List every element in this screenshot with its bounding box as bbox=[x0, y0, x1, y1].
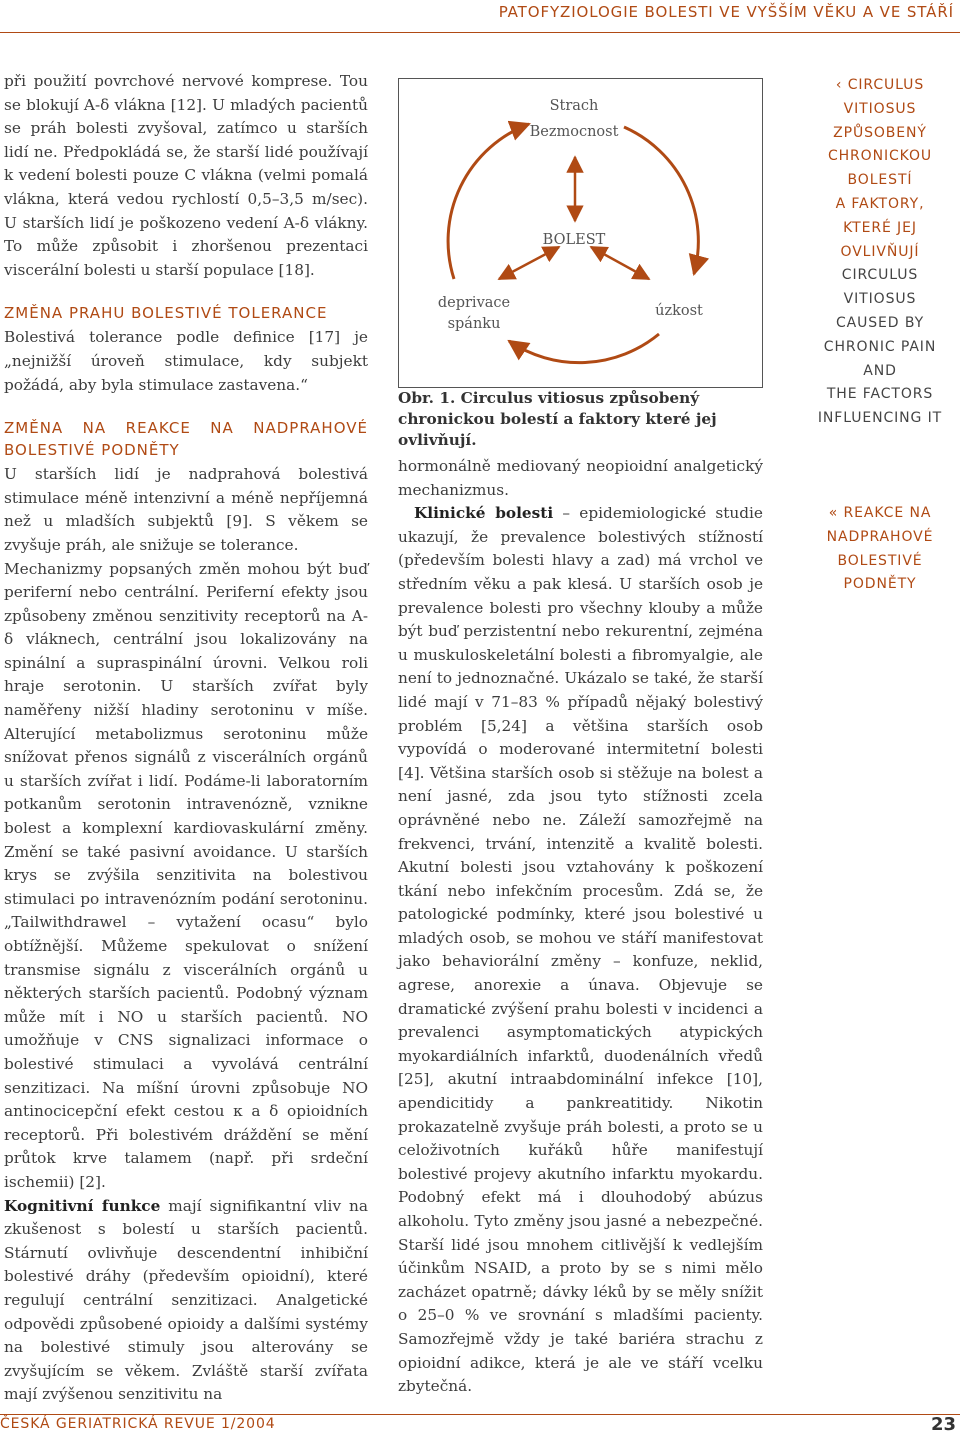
paragraph: Bolestivá tolerance podle definice [17] je „nejnižší úroveň stimulace, kdy subjekt požádá, aby byla stimulace zastavena.“ bbox=[4, 328, 368, 394]
bold-term: Kognitivní funkce bbox=[4, 1196, 161, 1215]
sidenote-line: « REAKCE NA bbox=[828, 505, 932, 521]
page-header bbox=[0, 0, 960, 40]
sidenote-line: VITIOSUS bbox=[843, 100, 917, 117]
cycle-arc-bottom bbox=[509, 334, 659, 363]
sidenote-line-en: CAUSED BY bbox=[835, 314, 925, 331]
paragraph: hormonálně mediovaný neopioidní analgetický mechanizmus. bbox=[398, 457, 763, 499]
paragraph: U starších lidí je nadprahová bolestivá stimulace méně intenzivní a méně nepříjemná než u mladších subjektů [9]. S věkem se zvyšuje práh, ale snižuje se tolerance. bbox=[4, 465, 368, 554]
column-middle bbox=[398, 455, 763, 1399]
label-bolest: BOLEST bbox=[542, 232, 606, 248]
paragraph: Mechanizmy popsaných změn mohou být buď periferní nebo centrální. Periferní efekty jsou způsobeny změnou senzitivity receptorů na A-δ vláknech, centrální jsou lokalizovány na spinální a supraspinální úrovni. Velkou roli hraje serotonin. U starších zvířat byly naměřeny nižší hladiny serotoninu v míše. Alterující metabolizmus serotoninu může snížovat přenos signálů z viscerálních orgánů u starších zvířat i lidí. Podáme-li laboratorním potkanům serotonin intravenózně, vznikne bolest a komplexní kardiovaskulární změny. Změní se také pasivní avoidance. U starších krys se zvýšila senzitivita na bolestivou stimulaci po intravenózním podání serotoninu. „Tailwithdrawel – vytažení ocasu“ bylo obtížnější. Můžeme spekulovat o snížení transmise signálu z viscerálních orgánů u některých starších pacientů. Podobný význam může mít i NO u starších pacientů. NO umožňuje v CNS signalizaci informace o bolestivé stimulaci a vyvolává centrální senzitizaci. Na míšní úrovni způsobuje NO antinocicepční efekt cestou κ a δ opioidních receptorů. Při bolestivém dráždění se mění průtok krve talamem (např. při srdeční ischemii) [2]. bbox=[4, 559, 368, 1191]
sidenote-line-en: THE FACTORS bbox=[826, 386, 934, 403]
label-deprivace: deprivace bbox=[437, 295, 511, 311]
sidenote-line: ‹ CIRCULUS bbox=[835, 77, 925, 93]
sidenote-circulus bbox=[800, 74, 960, 431]
sidenote-line: BOLESTÍ bbox=[847, 172, 913, 189]
sidenote-line: BOLESTIVÉ bbox=[837, 552, 923, 569]
paragraph-text: – epidemiologické studie ukazují, že prevalence bolestivých stížností (především bolesti hlavy a zad) má vrchol ve středním věku a pak klesá. U starších osob je prevalence bolesti pro všechny klouby a může být buď perzistentní nebo rekurentní, zejména u muskuloskeletální bolesti a fibromyalgie, ale není to jednoznačné. Ukázalo se také, že starší lidé mají v 71–83 % případů nějaký bolestivý problém [5,24] a většina starších osob vypovídá o moderované intermitetní bolesti [4]. Většina starších osob si stěžuje na bolest a není jasné, zda jsou tyto stížnosti zcela oprávněné nebo ne. Záleží samozřejmě na frekvenci, trvání, intenzitě a kvalitě bolesti. Akutní bolesti jsou vztahovány k poškození tkání nebo infekčním procesům. Zdá se, že patologické podmínky, které jsou bolestivé u mladých osob, se mohou ve stáří manifestovat jako behaviorální změny – konfuze, neklid, agrese, anorexie a únava. Objevuje se dramatické zvýšení prahu bolesti v incidenci a prevalenci asymptomatických atypických myokardiálních infarktů, duodenálních vředů [25], akutní intraabdominální infekce [10], apendicitidy a pankreatitidy. Nikotin prokazatelně zvyšuje práh bolesti, a proto se u celoživotních kuřáků hůře manifestují bolestivé projevy akutního infarktu myokardu. Podobný efekt má i dlouhodobý abúzus alkoholu. Tyto změny jsou jasné a nebezpečné. Starší lidé jsou mnohem citlivější k vedlejším účinkům NSAID, a proto by se s nimi mělo zacházet opatrně; dávky léků by se měly snížit o 25–0 % ve srovnání s mladšími pacienty. Samozřejmě vždy je také bariéra strachu z opioidní adikce, která je ale ve stáří vcelku zbytečná. bbox=[398, 504, 763, 1396]
figure-circulus-vitiosus bbox=[398, 78, 763, 388]
figure-caption: Obr. 1. Circulus vitiosus způsobený chronickou bolestí a faktory které jej ovlivňují. bbox=[398, 389, 717, 449]
sidenote-line: KTERÉ JEJ bbox=[843, 219, 917, 236]
label-spanku: spánku bbox=[447, 316, 501, 332]
paragraph bbox=[398, 502, 763, 1399]
sidenote-line-en: CIRCULUS bbox=[841, 267, 919, 284]
sidenote-line-en: AND bbox=[863, 362, 897, 379]
arrow-left bbox=[499, 247, 559, 279]
bold-term: Klinické bolesti bbox=[414, 504, 554, 523]
running-title: PATOFYZIOLOGIE BOLESTI VE VYŠŠÍM VĚKU A VE STÁŘÍ bbox=[498, 3, 954, 21]
column-left bbox=[4, 70, 368, 1407]
sidenote-reakce bbox=[800, 502, 960, 597]
sidenote-line-en: INFLUENCING IT bbox=[817, 410, 943, 427]
paragraph bbox=[4, 1195, 368, 1407]
cycle-arc-right bbox=[624, 127, 698, 274]
sidenote-line-en: VITIOSUS bbox=[843, 291, 917, 308]
sidenote-line: CHRONICKOU bbox=[827, 148, 933, 165]
label-strach: Strach bbox=[549, 98, 599, 114]
label-uzkost: úzkost bbox=[655, 303, 703, 319]
sidenote-line: A FAKTORY, bbox=[835, 195, 925, 212]
sidenote-line: NADPRAHOVÉ bbox=[826, 528, 934, 545]
paragraph: při použití povrchové nervové komprese. Tou se blokují A-δ vlákna [12]. U mladých pacientů se práh bolesti zvyšoval, zatímco u starších lidí ne. Předpokládá se, že starší lidé používají k vedení bolesti pouze C vlákna (velmi pomalá vlákna, která vedou rychlostí 0,5–3,5 m/sec). U starších lidí je poškozeno vedení A-δ vlákny. To může způsobit i zhoršenou prezentaci viscerální bolesti u starší populace [18]. bbox=[4, 72, 368, 279]
page-number: 23 bbox=[930, 1414, 956, 1435]
sidenote-line: OVLIVŇUJÍ bbox=[840, 243, 920, 260]
cycle-arc-left bbox=[448, 124, 529, 279]
journal-name: ČESKÁ GERIATRICKÁ REVUE 1/2004 bbox=[0, 1416, 276, 1432]
sidenote-line: PODNĚTY bbox=[843, 576, 917, 593]
header-divider bbox=[0, 32, 960, 33]
section-heading: ZMĚNA PRAHU BOLESTIVÉ TOLERANCE bbox=[4, 304, 328, 323]
arrow-right bbox=[591, 247, 649, 279]
footer-divider bbox=[0, 1414, 960, 1415]
arrow-left-icon: ‹ bbox=[835, 77, 843, 93]
section-heading: ZMĚNA NA REAKCE NA NADPRAHOVÉ BOLESTIVÉ PODNĚTY bbox=[4, 419, 368, 460]
paragraph-text: mají signifikantní vliv na zkušenost s bolestí u starších pacientů. Stárnutí ovlivňuje descendentní inhibiční bolestivé dráhy (především opioidní), které regulují centrální senzitizaci. Analgetické odpovědi způsobené opioidy a dalšími systémy na bolestivé stimuly jsou alterovány se zvyšujícím se věkem. Zvláště starší zvířata mají zvýšenou senzitivitu na bbox=[4, 1196, 368, 1404]
sidenote-line: ZPŮSOBENÝ bbox=[833, 124, 927, 141]
double-arrow-left-icon: « bbox=[828, 505, 839, 521]
sidenote-line-en: CHRONIC PAIN bbox=[823, 338, 937, 355]
label-bezmocnost: Bezmocnost bbox=[529, 124, 619, 140]
